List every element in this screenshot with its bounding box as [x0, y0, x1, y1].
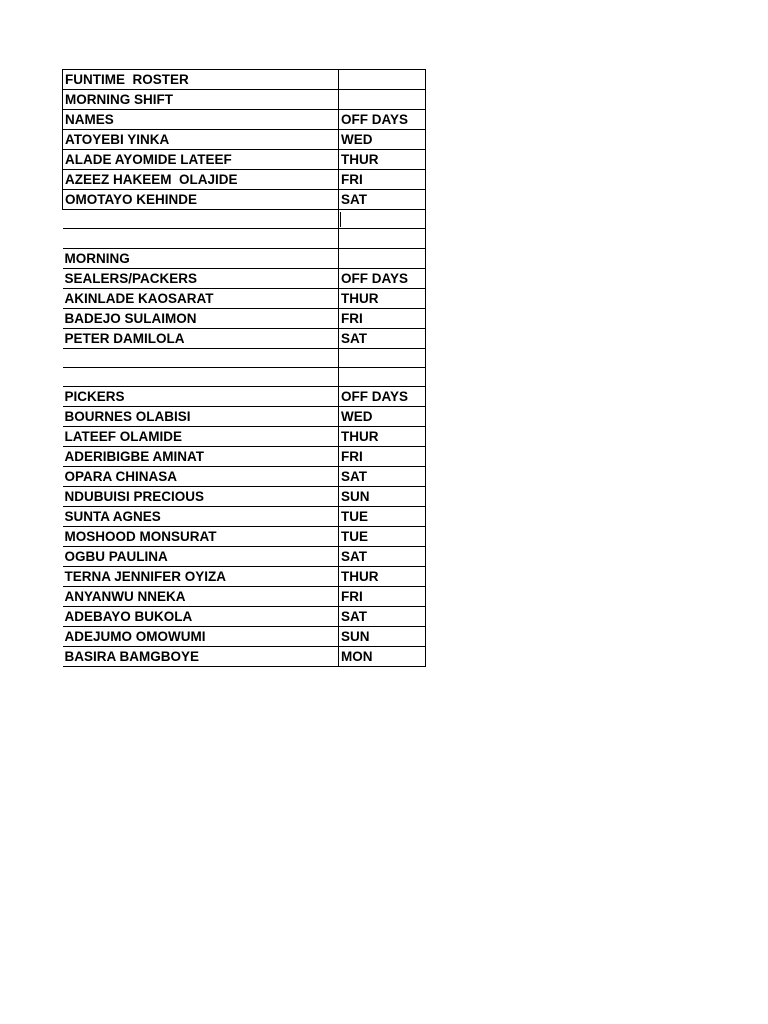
day-cell[interactable]: [339, 90, 426, 110]
section-heading-row: [63, 90, 426, 110]
day-cell[interactable]: FRI: [339, 170, 426, 190]
table-row: [63, 507, 426, 527]
name-cell[interactable]: AKINLADE KAOSARAT: [63, 288, 339, 308]
empty-row: [63, 210, 426, 229]
day-cell[interactable]: MON: [339, 647, 426, 667]
table-row: [63, 607, 426, 627]
empty-row: [63, 229, 426, 248]
day-cell[interactable]: SUN: [339, 487, 426, 507]
sealers-packers-header[interactable]: SEALERS/PACKERS: [63, 268, 339, 288]
day-cell[interactable]: SAT: [339, 467, 426, 487]
empty-cell[interactable]: [63, 229, 339, 248]
day-cell[interactable]: SAT: [339, 328, 426, 348]
table-row: [63, 587, 426, 607]
name-cell[interactable]: LATEEF OLAMIDE: [63, 427, 339, 447]
day-cell[interactable]: SAT: [339, 607, 426, 627]
name-cell[interactable]: ADEJUMO OMOWUMI: [63, 627, 339, 647]
table-row: [63, 328, 426, 348]
empty-row: [63, 348, 426, 367]
section-heading-row: [63, 248, 426, 268]
empty-cell[interactable]: [339, 348, 426, 367]
section-heading[interactable]: MORNING: [63, 248, 339, 268]
day-cell[interactable]: WED: [339, 407, 426, 427]
name-cell[interactable]: ANYANWU NNEKA: [63, 587, 339, 607]
table-row: [63, 447, 426, 467]
off-days-header[interactable]: OFF DAYS: [339, 110, 426, 130]
empty-row: [63, 367, 426, 386]
table-row: [63, 170, 426, 190]
name-cell[interactable]: SUNTA AGNES: [63, 507, 339, 527]
name-cell[interactable]: OMOTAYO KEHINDE: [63, 190, 339, 210]
table-row: [63, 130, 426, 150]
table-row: [63, 627, 426, 647]
day-cell[interactable]: FRI: [339, 447, 426, 467]
name-cell[interactable]: NDUBUISI PRECIOUS: [63, 487, 339, 507]
table-row: [63, 427, 426, 447]
name-cell[interactable]: ALADE AYOMIDE LATEEF: [63, 150, 339, 170]
names-header[interactable]: NAMES: [63, 110, 339, 130]
name-cell[interactable]: MOSHOOD MONSURAT: [63, 527, 339, 547]
name-cell[interactable]: ADEBAYO BUKOLA: [63, 607, 339, 627]
table-row: [63, 487, 426, 507]
column-header-row: [63, 110, 426, 130]
name-cell[interactable]: ADERIBIGBE AMINAT: [63, 447, 339, 467]
name-cell[interactable]: BOURNES OLABISI: [63, 407, 339, 427]
table-row: [63, 567, 426, 587]
table-row: [63, 288, 426, 308]
pickers-header[interactable]: PICKERS: [63, 387, 339, 407]
table-row: [63, 527, 426, 547]
name-cell[interactable]: OPARA CHINASA: [63, 467, 339, 487]
name-cell[interactable]: OGBU PAULINA: [63, 547, 339, 567]
day-cell[interactable]: THUR: [339, 150, 426, 170]
empty-cell[interactable]: [63, 348, 339, 367]
name-cell[interactable]: TERNA JENNIFER OYIZA: [63, 567, 339, 587]
table-row: [63, 190, 426, 210]
off-days-header[interactable]: OFF DAYS: [339, 268, 426, 288]
day-cell[interactable]: SUN: [339, 627, 426, 647]
table-row: [63, 407, 426, 427]
name-cell[interactable]: ATOYEBI YINKA: [63, 130, 339, 150]
day-cell[interactable]: THUR: [339, 567, 426, 587]
day-cell[interactable]: [339, 70, 426, 90]
day-cell[interactable]: SAT: [339, 190, 426, 210]
day-cell[interactable]: [339, 248, 426, 268]
name-cell[interactable]: AZEEZ HAKEEM OLAJIDE: [63, 170, 339, 190]
day-cell[interactable]: THUR: [339, 288, 426, 308]
column-header-row: [63, 387, 426, 407]
day-cell[interactable]: SAT: [339, 547, 426, 567]
table-row: [63, 467, 426, 487]
day-cell[interactable]: TUE: [339, 507, 426, 527]
active-cell-with-cursor[interactable]: [339, 210, 426, 229]
empty-cell[interactable]: [63, 367, 339, 386]
day-cell[interactable]: FRI: [339, 308, 426, 328]
column-header-row: [63, 268, 426, 288]
table-row: [63, 647, 426, 667]
day-cell[interactable]: TUE: [339, 527, 426, 547]
section-heading[interactable]: MORNING SHIFT: [63, 90, 339, 110]
day-cell[interactable]: FRI: [339, 587, 426, 607]
empty-cell[interactable]: [63, 210, 339, 229]
table-row: [63, 150, 426, 170]
day-cell[interactable]: THUR: [339, 427, 426, 447]
name-cell[interactable]: BASIRA BAMGBOYE: [63, 647, 339, 667]
roster-title-row: [63, 70, 426, 90]
roster-table: [62, 69, 426, 667]
name-cell[interactable]: PETER DAMILOLA: [63, 328, 339, 348]
roster-title[interactable]: FUNTIME ROSTER: [63, 70, 339, 90]
name-cell[interactable]: BADEJO SULAIMON: [63, 308, 339, 328]
table-row: [63, 547, 426, 567]
off-days-header[interactable]: OFF DAYS: [339, 387, 426, 407]
day-cell[interactable]: WED: [339, 130, 426, 150]
table-row: [63, 308, 426, 328]
empty-cell[interactable]: [339, 367, 426, 386]
empty-cell[interactable]: [339, 229, 426, 248]
